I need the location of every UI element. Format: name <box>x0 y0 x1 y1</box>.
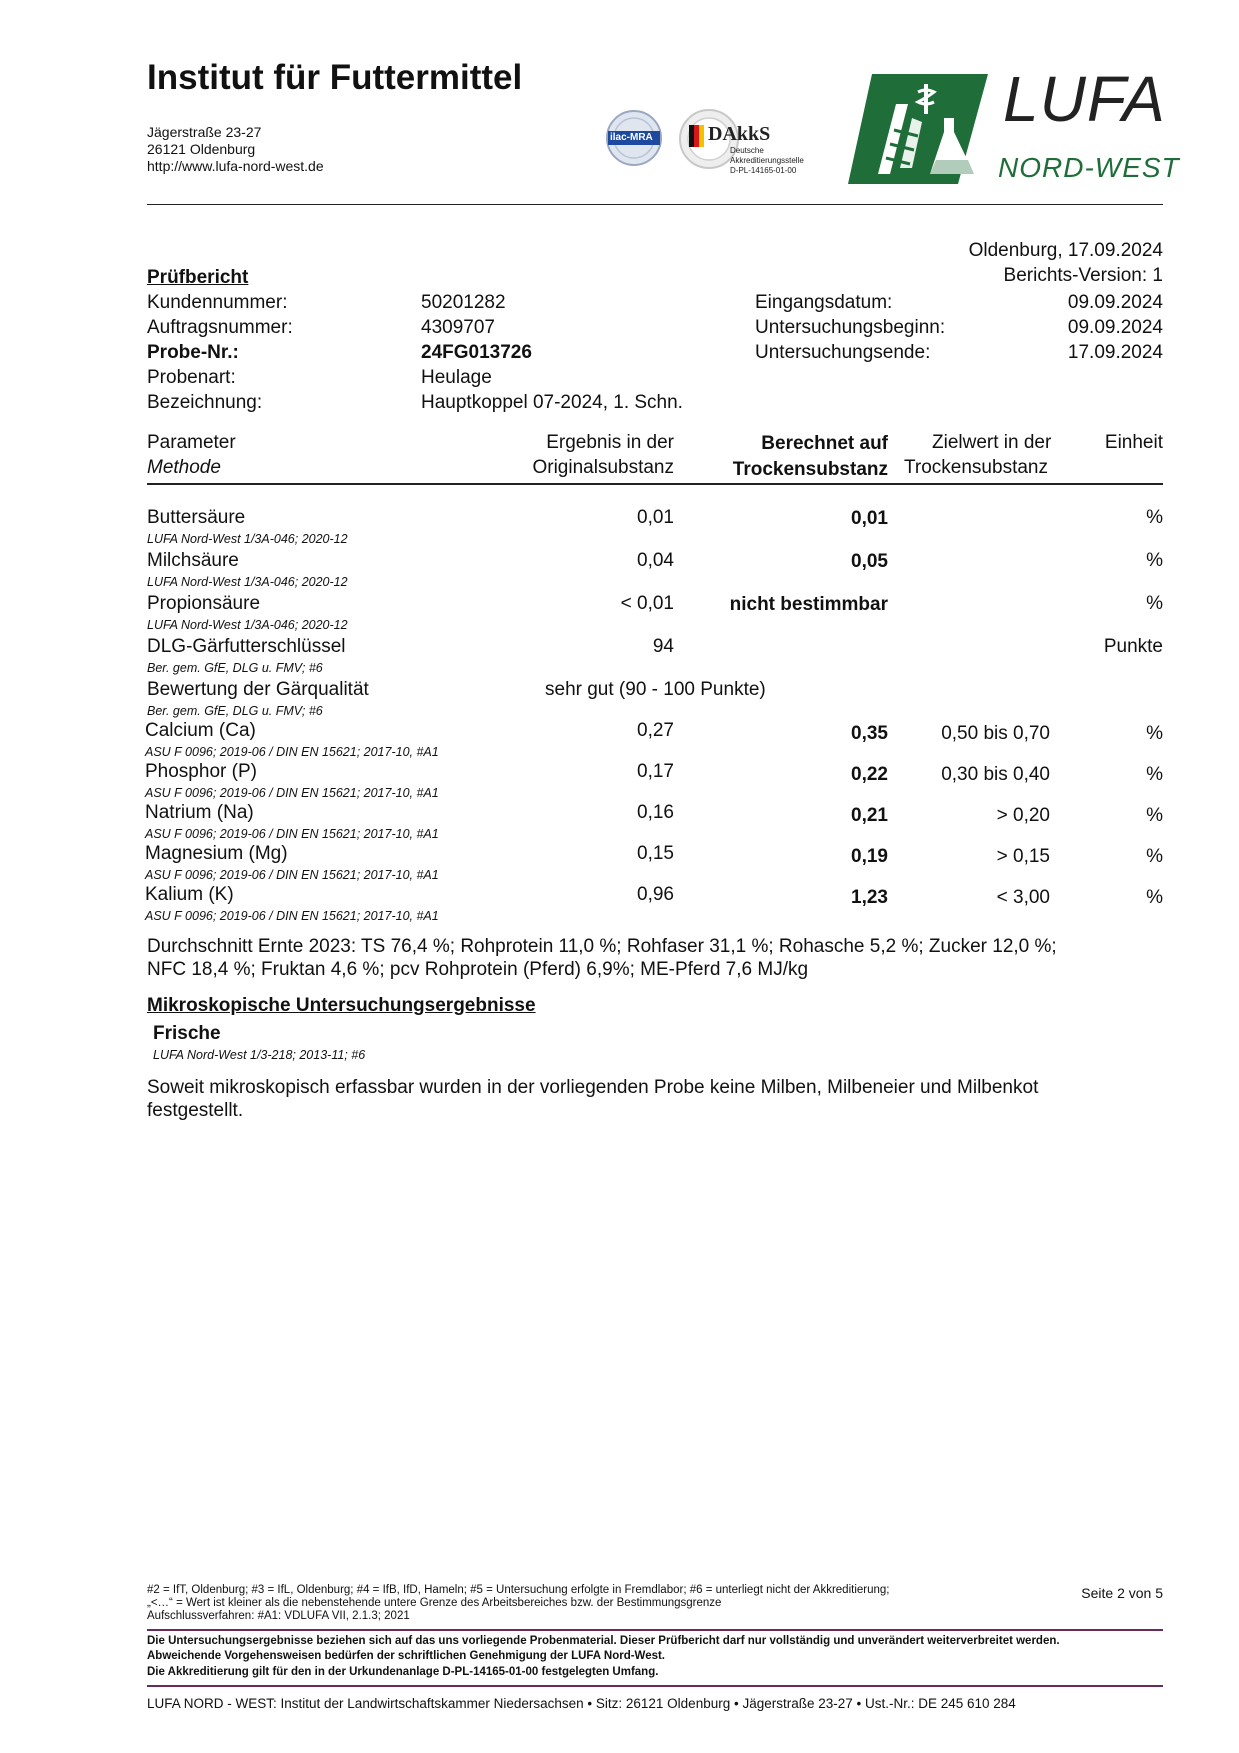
col-unit: Einheit <box>1104 432 1163 453</box>
test-end-value: 17.09.2024 <box>1067 342 1163 363</box>
row-method: ASU F 0096; 2019-06 / DIN EN 15621; 2017-10, #A1 <box>145 786 439 800</box>
sample-type-label: Probenart: <box>147 367 236 388</box>
ilac-mra-text: ilac-MRA <box>610 132 653 143</box>
lufa-subtitle: NORD-WEST <box>998 152 1180 183</box>
col-dry-2: Trockensubstanz <box>732 459 888 480</box>
row-unit: % <box>1146 507 1163 528</box>
sample-number-value: 24FG013726 <box>421 342 532 363</box>
report-heading: Prüfbericht <box>147 267 249 288</box>
address-street: Jägerstraße 23-27 <box>147 124 262 140</box>
col-original-2: Originalsubstanz <box>532 457 674 478</box>
address-city: 26121 Oldenburg <box>147 141 256 157</box>
col-dry-1: Berechnet auf <box>761 433 888 454</box>
lufa-emblem-icon <box>848 70 988 184</box>
micro-subheading: Frische <box>153 1023 221 1044</box>
row-target: 0,30 bis 0,40 <box>941 764 1050 785</box>
row-original: 0,17 <box>637 761 674 782</box>
footnote-1: #2 = IfT, Oldenburg; #3 = IfL, Oldenburg; #4 = IfB, IfD, Hameln; #5 = Untersuchung erfolgte in Fremdlabor; #6 = unterliegt nicht der Akkreditierung; <box>147 1584 890 1596</box>
row-unit: % <box>1146 805 1163 826</box>
dakks-logo <box>676 106 821 175</box>
footnote-3: Aufschlussverfahren: #A1: VDLUFA VII, 2.1.3; 2021 <box>147 1610 410 1622</box>
col-method: Methode <box>147 457 221 478</box>
header-divider <box>147 204 1163 205</box>
test-start-label: Untersuchungsbeginn: <box>755 317 946 338</box>
row-original: < 0,01 <box>620 593 674 614</box>
row-original: 0,15 <box>637 843 674 864</box>
col-target-1: Zielwert in der <box>932 432 1052 453</box>
row-original: sehr gut (90 - 100 Punkte) <box>545 679 766 700</box>
row-dry: 0,35 <box>851 723 888 744</box>
row-target: > 0,20 <box>996 805 1050 826</box>
row-dry: 0,22 <box>851 764 888 785</box>
dakks-line2: Akkreditierungsstelle <box>730 156 804 165</box>
row-original: 0,27 <box>637 720 674 741</box>
disclaimer-2: Abweichende Vorgehensweisen bedürfen der schriftlichen Genehmigung der LUFA Nord-West. <box>147 1650 666 1662</box>
row-original: 0,01 <box>637 507 674 528</box>
row-dry: 0,19 <box>851 846 888 867</box>
designation-value: Hauptkoppel 07-2024, 1. Schn. <box>421 392 683 413</box>
row-method: LUFA Nord-West 1/3A-046; 2020-12 <box>147 532 348 546</box>
institute-title: Institut für Futtermittel <box>147 58 523 97</box>
row-name: Bewertung der Gärqualität <box>147 679 369 700</box>
col-parameter: Parameter <box>147 432 236 453</box>
row-method: LUFA Nord-West 1/3A-046; 2020-12 <box>147 618 348 632</box>
row-original: 0,04 <box>637 550 674 571</box>
row-unit: % <box>1146 593 1163 614</box>
row-name: Phosphor (P) <box>145 761 257 782</box>
row-unit: Punkte <box>1103 636 1163 657</box>
row-original: 0,96 <box>637 884 674 905</box>
row-name: Magnesium (Mg) <box>145 843 288 864</box>
lufa-name: LUFA <box>1003 63 1166 135</box>
receipt-date-value: 09.09.2024 <box>1067 292 1163 313</box>
dakks-name: DAkkS <box>708 123 771 145</box>
row-method: Ber. gem. GfE, DLG u. FMV; #6 <box>147 661 323 675</box>
row-name: Natrium (Na) <box>145 802 254 823</box>
order-number-label: Auftragsnummer: <box>147 317 293 338</box>
receipt-date-label: Eingangsdatum: <box>755 292 893 313</box>
row-unit: % <box>1146 723 1163 744</box>
row-dry: 1,23 <box>851 887 888 908</box>
row-method: LUFA Nord-West 1/3A-046; 2020-12 <box>147 575 348 589</box>
disclaimer-3: Die Akkreditierung gilt für den in der Urkundenanlage D-PL-14165-01-00 festgelegten Umfang. <box>147 1666 659 1678</box>
page-number: Seite 2 von 5 <box>1081 1585 1163 1601</box>
place-date: Oldenburg, 17.09.2024 <box>968 240 1163 261</box>
micro-text-1: Soweit mikroskopisch erfassbar wurden in der vorliegenden Probe keine Milben, Milbeneier und Milbenkot <box>147 1077 1039 1098</box>
website-link[interactable]: http://www.lufa-nord-west.de <box>147 158 324 174</box>
average-line-1: Durchschnitt Ernte 2023: TS 76,4 %; Rohprotein 11,0 %; Rohfaser 31,1 %; Rohasche 5,2 %; Zucker 12,0 %; <box>147 936 1057 957</box>
row-unit: % <box>1146 846 1163 867</box>
designation-label: Bezeichnung: <box>147 392 263 413</box>
test-end-label: Untersuchungsende: <box>755 342 931 363</box>
test-start-value: 09.09.2024 <box>1067 317 1163 338</box>
col-target-2: Trockensubstanz <box>904 457 1048 478</box>
row-name: Milchsäure <box>147 550 239 571</box>
row-target: > 0,15 <box>996 846 1050 867</box>
row-method: ASU F 0096; 2019-06 / DIN EN 15621; 2017-10, #A1 <box>145 909 439 923</box>
dakks-id: D-PL-14165-01-00 <box>730 166 797 175</box>
row-unit: % <box>1146 550 1163 571</box>
row-target: < 3,00 <box>996 887 1050 908</box>
row-name: Kalium (K) <box>145 884 234 905</box>
micro-heading: Mikroskopische Untersuchungsergebnisse <box>147 995 536 1016</box>
row-method: ASU F 0096; 2019-06 / DIN EN 15621; 2017-10, #A1 <box>145 745 439 759</box>
footer-rule-top <box>147 1629 1163 1631</box>
footer-rule-bottom <box>147 1685 1163 1687</box>
row-unit: % <box>1146 764 1163 785</box>
row-dry: 0,05 <box>851 551 888 572</box>
sample-number-label: Probe-Nr.: <box>147 342 239 363</box>
row-dry: 0,21 <box>851 805 888 826</box>
row-target: 0,50 bis 0,70 <box>941 723 1050 744</box>
row-method: ASU F 0096; 2019-06 / DIN EN 15621; 2017-10, #A1 <box>145 868 439 882</box>
report-version: Berichts-Version: 1 <box>1003 265 1163 286</box>
company-info: LUFA NORD - WEST: Institut der Landwirtschaftskammer Niedersachsen • Sitz: 26121 Oldenburg • Jägerstraße 23-27 • Ust.-Nr.: DE 245 610 284 <box>147 1696 1016 1711</box>
dakks-line1: Deutsche <box>730 146 764 155</box>
row-method: ASU F 0096; 2019-06 / DIN EN 15621; 2017-10, #A1 <box>145 827 439 841</box>
row-unit: % <box>1146 887 1163 908</box>
row-original: 94 <box>652 636 674 657</box>
order-number-value: 4309707 <box>421 317 495 338</box>
row-name: Buttersäure <box>147 507 246 528</box>
row-name: Propionsäure <box>147 593 261 614</box>
row-dry: 0,01 <box>851 508 888 529</box>
row-name: Calcium (Ca) <box>145 720 256 741</box>
sample-type-value: Heulage <box>421 367 492 388</box>
row-name: DLG-Gärfutterschlüssel <box>147 636 346 657</box>
customer-number-label: Kundennummer: <box>147 292 288 313</box>
row-original: 0,16 <box>637 802 674 823</box>
micro-method: LUFA Nord-West 1/3-218; 2013-11; #6 <box>153 1048 366 1062</box>
row-method: Ber. gem. GfE, DLG u. FMV; #6 <box>147 704 323 718</box>
col-original-1: Ergebnis in der <box>546 432 674 453</box>
disclaimer-1: Die Untersuchungsergebnisse beziehen sich auf das uns vorliegende Probenmaterial. Dieser Prüfbericht darf nur vollständig und unverändert weiterverbreitet werden. <box>147 1635 1060 1647</box>
average-line-2: NFC 18,4 %; Fruktan 4,6 %; pcv Rohprotein (Pferd) 6,9%; ME-Pferd 7,6 MJ/kg <box>147 959 809 980</box>
customer-number-value: 50201282 <box>421 292 506 313</box>
micro-text-2: festgestellt. <box>147 1100 244 1121</box>
row-dry: nicht bestimmbar <box>729 594 888 615</box>
ilac-mra-logo <box>604 108 664 168</box>
table-header-rule <box>147 483 1163 485</box>
footnote-2: „<…“ = Wert ist kleiner als die nebenstehende untere Grenze des Arbeitsbereiches bzw. der Bestimmungsgrenze <box>147 1597 722 1609</box>
